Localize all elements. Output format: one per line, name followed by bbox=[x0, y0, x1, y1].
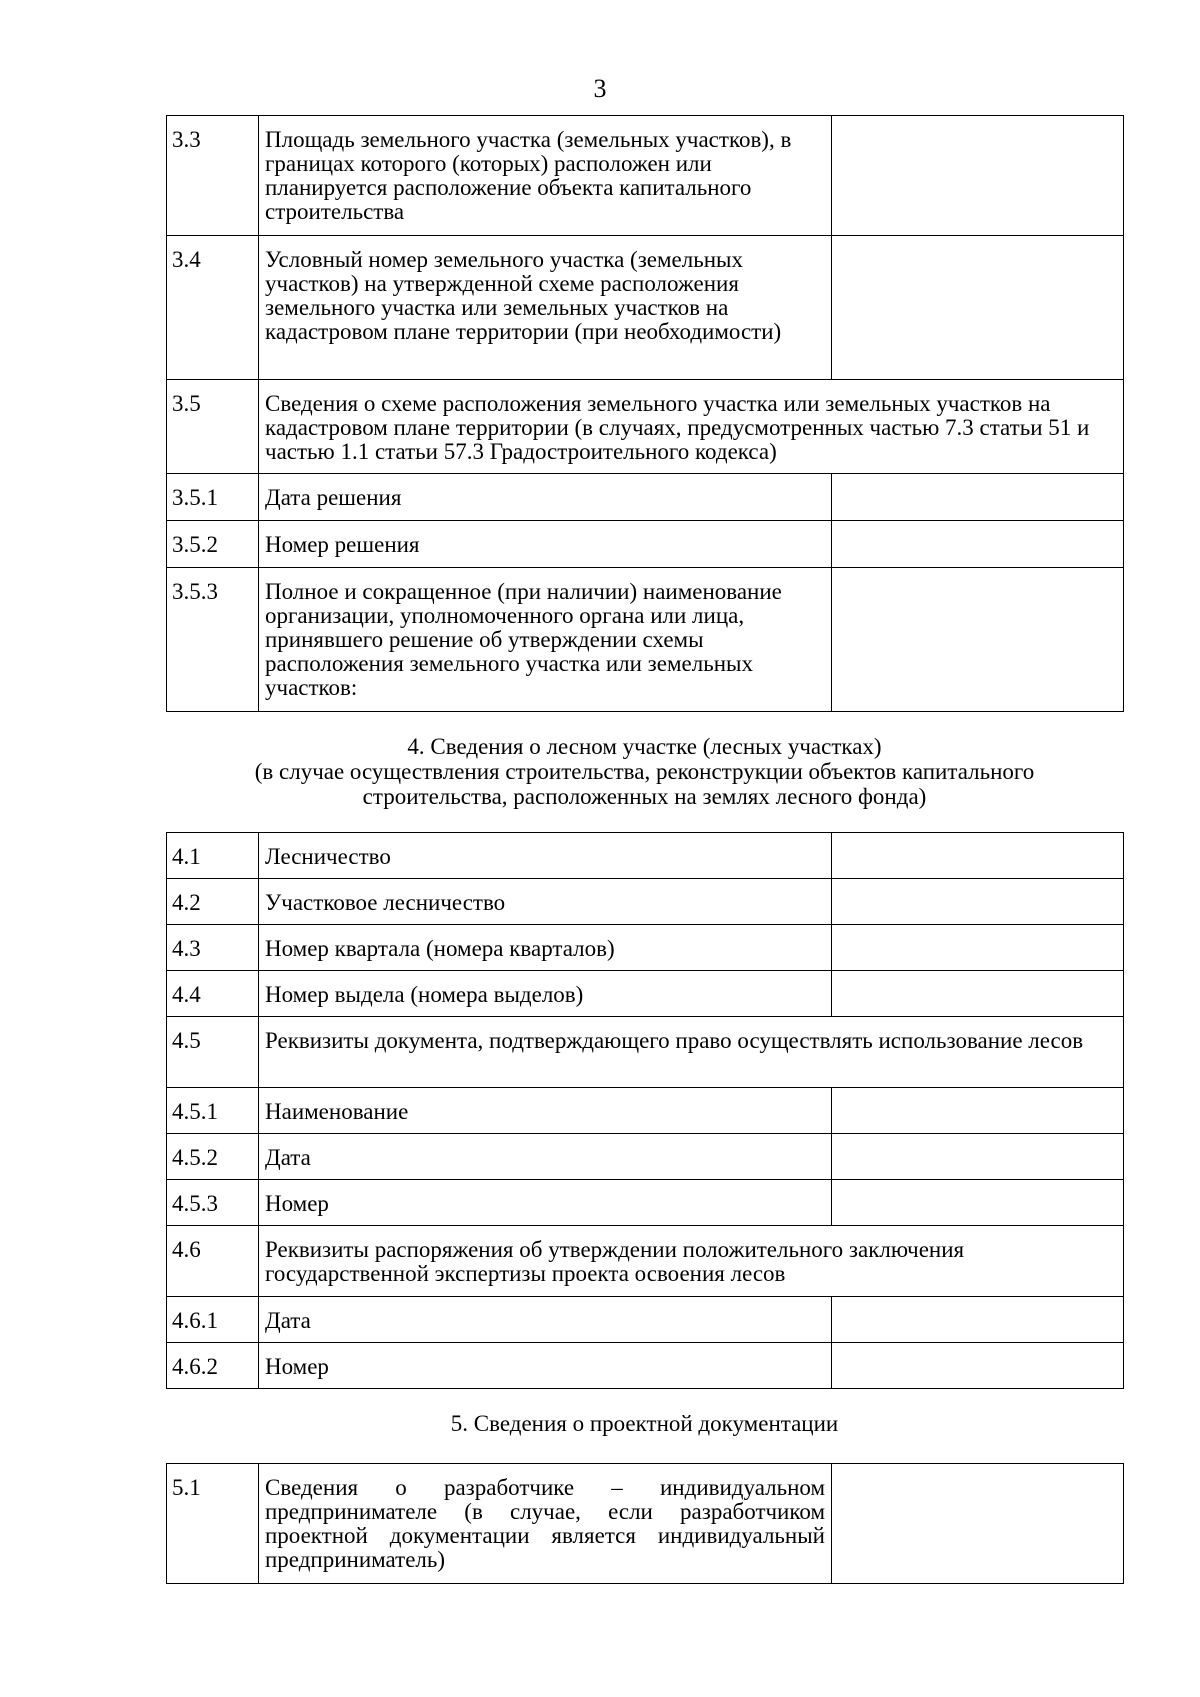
section-4-title: 4. Сведения о лесном участке (лесных участках) bbox=[407, 734, 882, 759]
table-row bbox=[167, 1343, 1124, 1389]
value-cell[interactable] bbox=[832, 925, 1124, 971]
row-number: 3.5.3 bbox=[167, 568, 259, 712]
table-row bbox=[167, 521, 1124, 568]
row-label: Сведения о схеме расположения земельного участка или земельных участков на кадастровом плане территории (в случаях, предусмотренных частью 7.3 статьи 51 и частью 1.1 статьи 57.3 Градостроительного кодекса) bbox=[259, 380, 1124, 474]
row-number: 4.2 bbox=[167, 879, 259, 925]
table-row bbox=[167, 1134, 1124, 1180]
row-label: Дата решения bbox=[259, 474, 832, 521]
row-label: Номер решения bbox=[259, 521, 832, 568]
section-5-title: 5. Сведения о проектной документации bbox=[450, 1411, 839, 1436]
row-label: Реквизиты документа, подтверждающего право осуществлять использование лесов bbox=[259, 1017, 1124, 1088]
table-row bbox=[167, 1226, 1124, 1297]
land-plot-table bbox=[166, 115, 1124, 712]
row-label: Площадь земельного участка (земельных участков), в границах которого (которых) расположен или планируется расположение объекта капитального строительства bbox=[259, 116, 832, 236]
value-cell[interactable] bbox=[832, 1088, 1124, 1134]
row-label: Полное и сокращенное (при наличии) наименование организации, уполномоченного органа или лица, принявшего решение об утверждении схемы расположения земельного участка или земельных участков: bbox=[259, 568, 832, 712]
row-number: 4.1 bbox=[167, 833, 259, 879]
section-4-heading bbox=[166, 734, 1123, 809]
table-row bbox=[167, 1017, 1124, 1088]
row-number: 4.3 bbox=[167, 925, 259, 971]
row-label: Участковое лесничество bbox=[259, 879, 832, 925]
table-row bbox=[167, 380, 1124, 474]
value-cell[interactable] bbox=[832, 879, 1124, 925]
value-cell[interactable] bbox=[832, 116, 1124, 236]
row-label: Наименование bbox=[259, 1088, 832, 1134]
table-row bbox=[167, 925, 1124, 971]
row-number: 4.4 bbox=[167, 971, 259, 1017]
row-label: Реквизиты распоряжения об утверждении положительного заключения государственной экспертизы проекта освоения лесов bbox=[259, 1226, 1124, 1297]
value-cell[interactable] bbox=[832, 833, 1124, 879]
value-cell[interactable] bbox=[832, 971, 1124, 1017]
row-label: Дата bbox=[259, 1297, 832, 1343]
forest-plot-table bbox=[166, 832, 1124, 1389]
row-number: 4.6.1 bbox=[167, 1297, 259, 1343]
row-label: Лесничество bbox=[259, 833, 832, 879]
row-number: 5.1 bbox=[167, 1464, 259, 1584]
value-cell[interactable] bbox=[832, 1343, 1124, 1389]
row-number: 3.5 bbox=[167, 380, 259, 474]
section-4-subtitle-line2: строительства, расположенных на землях лесного фонда) bbox=[362, 784, 927, 809]
row-number: 3.5.1 bbox=[167, 474, 259, 521]
row-number: 3.3 bbox=[167, 116, 259, 236]
row-label: Номер выдела (номера выделов) bbox=[259, 971, 832, 1017]
table-row bbox=[167, 879, 1124, 925]
section-4-subtitle-line1: (в случае осуществления строительства, реконструкции объектов капитального bbox=[254, 759, 1035, 784]
table-row bbox=[167, 1464, 1124, 1584]
value-cell[interactable] bbox=[832, 1464, 1124, 1584]
table-row bbox=[167, 568, 1124, 712]
row-label: Номер bbox=[259, 1343, 832, 1389]
table-row bbox=[167, 116, 1124, 236]
value-cell[interactable] bbox=[832, 1297, 1124, 1343]
row-number: 4.6.2 bbox=[167, 1343, 259, 1389]
table-row bbox=[167, 474, 1124, 521]
row-label: Сведения о разработчике – индивидуальном предпринимателе (в случае, если разработчиком проектной документации является индивидуальный предприниматель) bbox=[259, 1464, 832, 1584]
row-number: 4.5 bbox=[167, 1017, 259, 1088]
row-label: Номер квартала (номера кварталов) bbox=[259, 925, 832, 971]
section-5-heading bbox=[166, 1411, 1123, 1436]
row-label: Условный номер земельного участка (земельных участков) на утвержденной схеме расположения земельного участка или земельных участков на кадастровом плане территории (при необходимости) bbox=[259, 236, 832, 380]
value-cell[interactable] bbox=[832, 568, 1124, 712]
table-row bbox=[167, 1088, 1124, 1134]
value-cell[interactable] bbox=[832, 236, 1124, 380]
row-number: 4.5.3 bbox=[167, 1180, 259, 1226]
row-number: 4.6 bbox=[167, 1226, 259, 1297]
table-row bbox=[167, 833, 1124, 879]
value-cell[interactable] bbox=[832, 521, 1124, 568]
value-cell[interactable] bbox=[832, 1134, 1124, 1180]
row-number: 4.5.2 bbox=[167, 1134, 259, 1180]
page-number: 3 bbox=[593, 74, 607, 103]
value-cell[interactable] bbox=[832, 474, 1124, 521]
row-label: Номер bbox=[259, 1180, 832, 1226]
row-number: 3.4 bbox=[167, 236, 259, 380]
table-row bbox=[167, 1297, 1124, 1343]
row-number: 4.5.1 bbox=[167, 1088, 259, 1134]
project-docs-table bbox=[166, 1463, 1124, 1584]
table-row bbox=[167, 1180, 1124, 1226]
value-cell[interactable] bbox=[832, 1180, 1124, 1226]
table-row bbox=[167, 236, 1124, 380]
table-row bbox=[167, 971, 1124, 1017]
row-label: Дата bbox=[259, 1134, 832, 1180]
row-number: 3.5.2 bbox=[167, 521, 259, 568]
